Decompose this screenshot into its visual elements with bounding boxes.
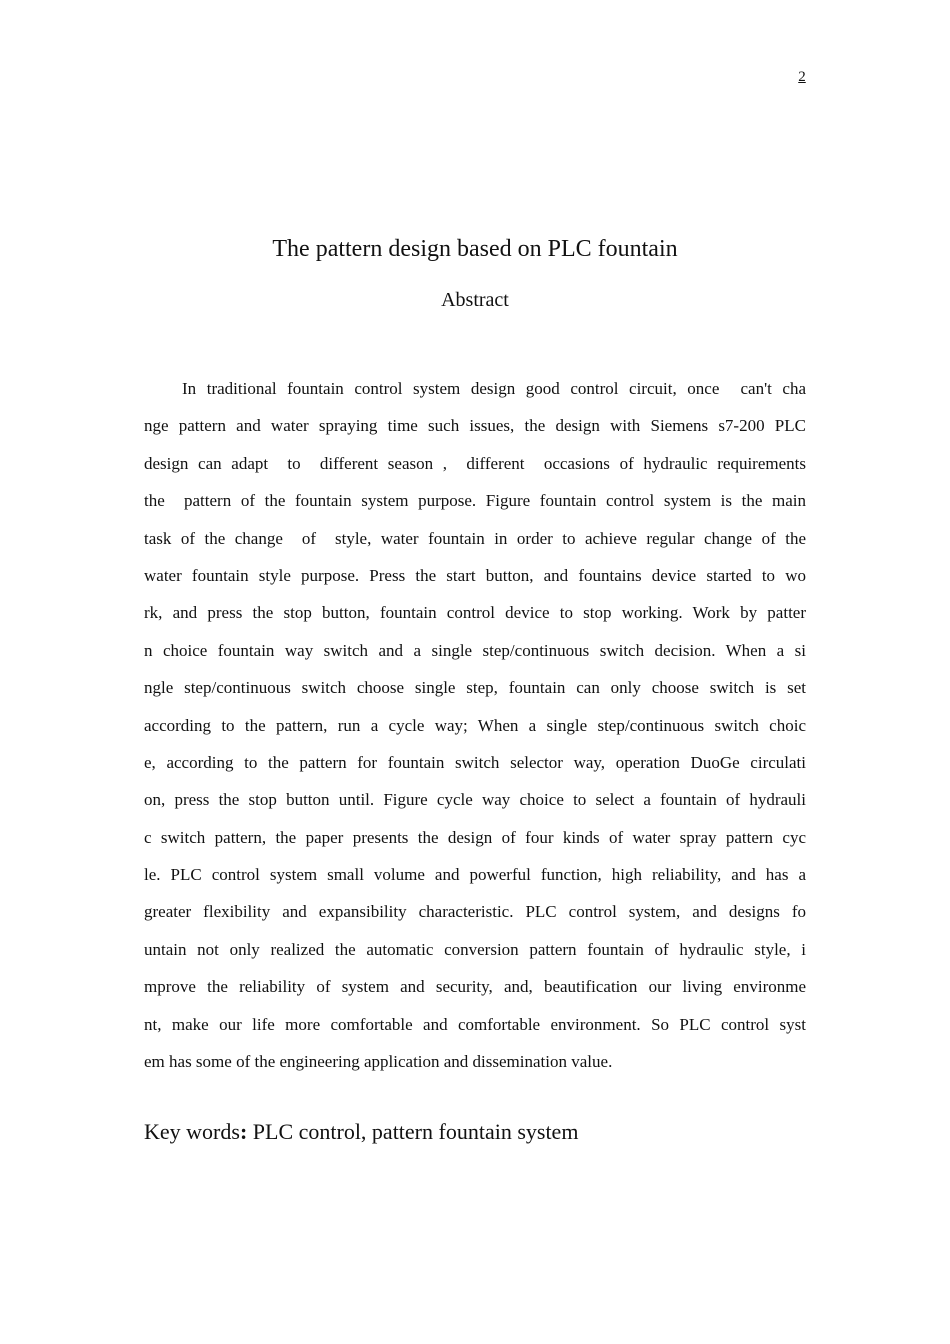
abstract-line: c switch pattern, the paper presents the design of four kinds of water spray pattern cyc bbox=[144, 827, 806, 847]
abstract-line: design can adapt to different season , different occasions of hydraulic requirements bbox=[144, 453, 806, 473]
abstract-line: n choice fountain way switch and a single step/continuous switch decision. When a si bbox=[144, 640, 806, 660]
page-number: 2 bbox=[798, 69, 806, 85]
abstract-line: greater flexibility and expansibility characteristic. PLC control system, and designs fo bbox=[144, 902, 806, 922]
abstract-line: on, press the stop button until. Figure cycle way choice to select a fountain of hydrauli bbox=[144, 790, 806, 810]
abstract-line: e, according to the pattern for fountain switch selector way, operation DuoGe circulati bbox=[144, 752, 806, 772]
abstract-heading: Abstract bbox=[441, 289, 509, 311]
abstract-line: water fountain style purpose. Press the start button, and fountains device started to wo bbox=[144, 565, 806, 585]
keywords-label: Key words bbox=[144, 1119, 240, 1144]
abstract-line: em has some of the engineering application and dissemination value. bbox=[144, 1052, 613, 1072]
abstract-line: nge pattern and water spraying time such issues, the design with Siemens s7-200 PLC bbox=[144, 416, 806, 436]
keywords-separator: : bbox=[239, 1119, 248, 1144]
keywords-values: PLC control, pattern fountain system bbox=[247, 1119, 579, 1144]
keywords bbox=[144, 1117, 578, 1147]
abstract-line: mprove the reliability of system and security, and, beautification our living environme bbox=[144, 977, 806, 997]
abstract-body bbox=[144, 370, 806, 1080]
abstract-line: ngle step/continuous switch choose single step, fountain can only choose switch is set bbox=[144, 678, 806, 698]
abstract-line: le. PLC control system small volume and powerful function, high reliability, and has a bbox=[144, 865, 806, 885]
paper-title: The pattern design based on PLC fountain bbox=[272, 236, 678, 262]
abstract-line: the pattern of the fountain system purpose. Figure fountain control system is the main bbox=[144, 491, 806, 511]
abstract-line: nt, make our life more comfortable and comfortable environment. So PLC control syst bbox=[144, 1014, 806, 1034]
abstract-line: In traditional fountain control system design good control circuit, once can't cha bbox=[182, 379, 806, 398]
abstract-line: according to the pattern, run a cycle way; When a single step/continuous switch choic bbox=[144, 715, 806, 735]
abstract-line: rk, and press the stop button, fountain control device to stop working. Work by patter bbox=[144, 603, 806, 623]
abstract-line: task of the change of style, water fountain in order to achieve regular change of the bbox=[144, 528, 806, 548]
abstract-line: untain not only realized the automatic conversion pattern fountain of hydraulic style, i bbox=[144, 939, 806, 959]
